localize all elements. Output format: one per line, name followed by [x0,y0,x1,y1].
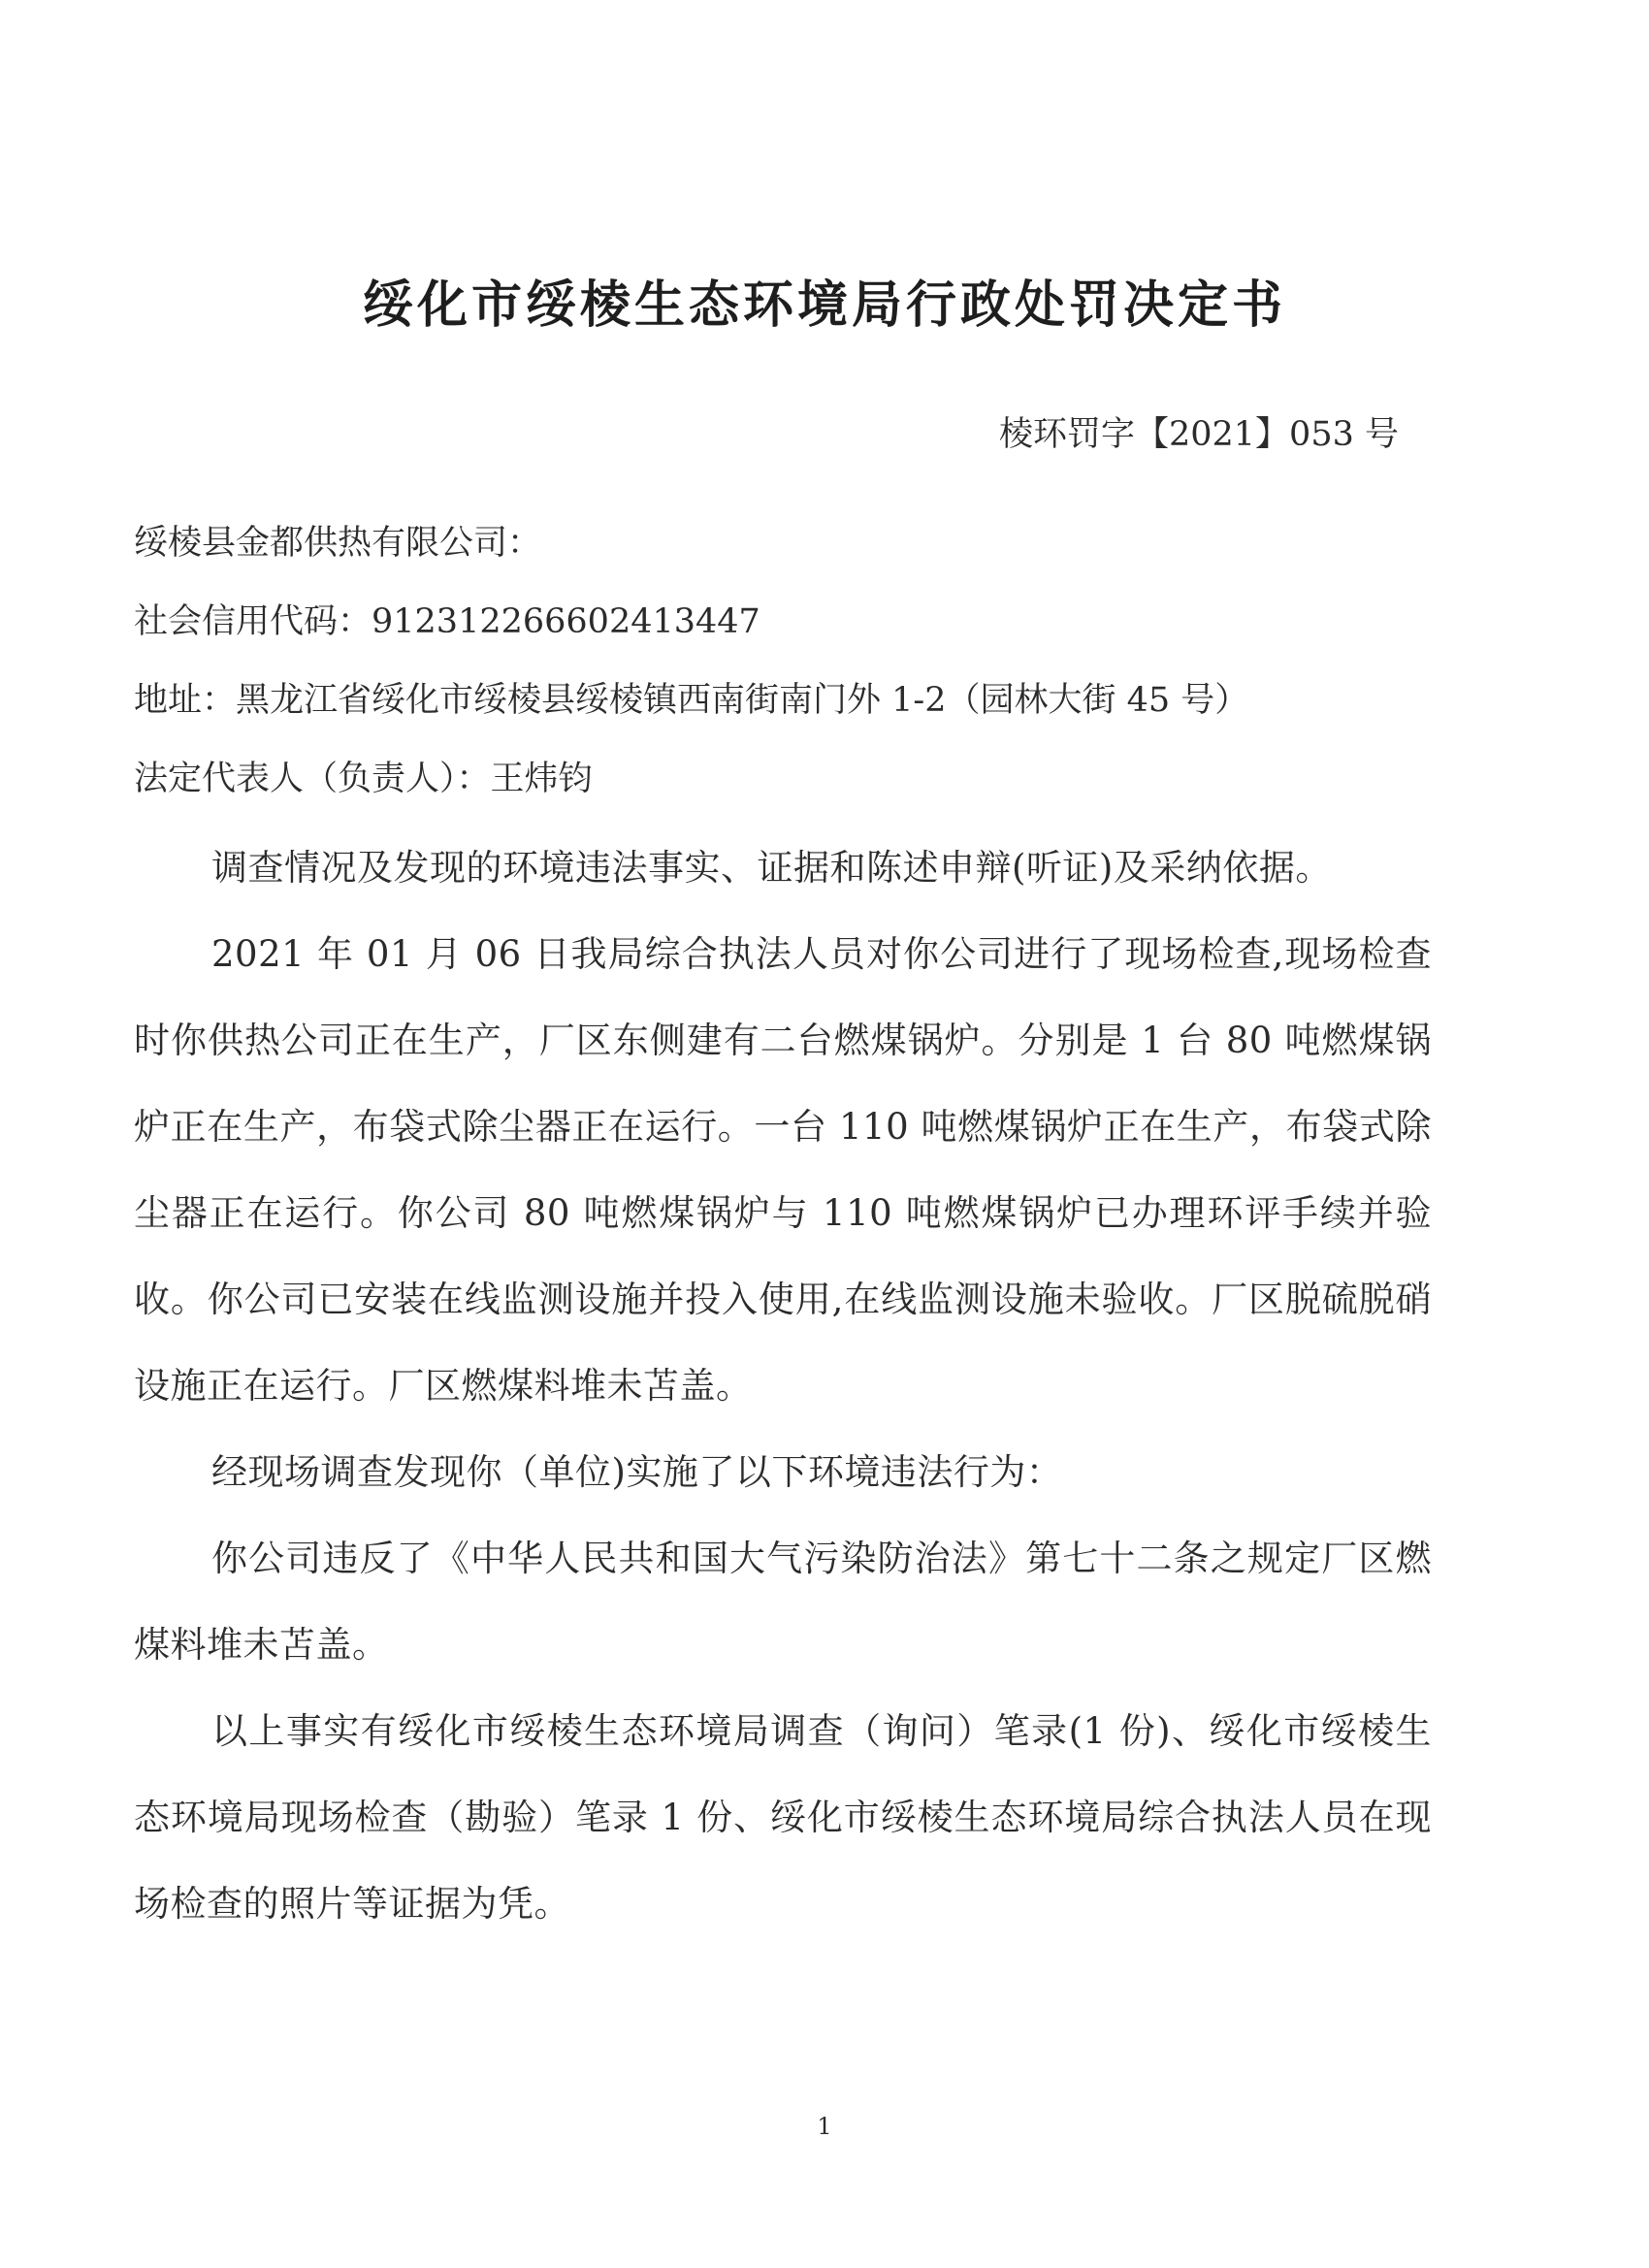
document-body [134,825,1432,1947]
document-number: 棱环罚字【2021】053 号 [998,415,1399,454]
paragraph-violation-intro: 经现场调查发现你（单位)实施了以下环境违法行为： [211,1451,1063,1493]
paragraph-investigation-heading: 调查情况及发现的环境违法事实、证据和陈述申辩(听证)及采纳依据。 [211,847,1332,889]
credit-code: 社会信用代码：912312266602413447 [134,602,760,641]
paragraph-evidence: 以上事实有绥化市绥棱生态环境局调查（询问）笔录(1 份)、绥化市绥棱生态环境局现场检查（勘验）笔录 1 份、绥化市绥棱生态环境局综合执法人员在现场检查的照片等证据为凭。 [134,1710,1432,1925]
legal-representative: 法定代表人（负责人）：王炜钧 [134,760,593,798]
paragraph-violation-detail: 你公司违反了《中华人民共和国大气污染防治法》第七十二条之规定厂区燃煤料堆未苫盖。 [134,1538,1432,1666]
page-number: 1 [817,2113,832,2140]
party-address: 地址：黑龙江省绥化市绥棱县绥棱镇西南街南门外 1-2（园林大街 45 号） [134,681,1249,720]
document-title: 绥化市绥棱生态环境局行政处罚决定书 [362,276,1286,335]
party-name: 绥棱县金都供热有限公司： [134,524,542,563]
paragraph-inspection-facts: 2021 年 01 月 06 日我局综合执法人员对你公司进行了现场检查,现场检查时你供热公司正在生产，厂区东侧建有二台燃煤锅炉。分别是 1 台 80 吨燃煤锅炉正在生产，布袋式除尘器正在运行。一台 110 吨燃煤锅炉正在生产，布袋式除尘器正在运行。你公司 80 吨燃煤锅炉与 110 吨燃煤锅炉已办理环评手续并验收。你公司已安装在线监测设施并投入使用,在线监测设施未验收。厂区脱硫脱硝设施正在运行。厂区燃煤料堆未苫盖。 [134,933,1432,1407]
